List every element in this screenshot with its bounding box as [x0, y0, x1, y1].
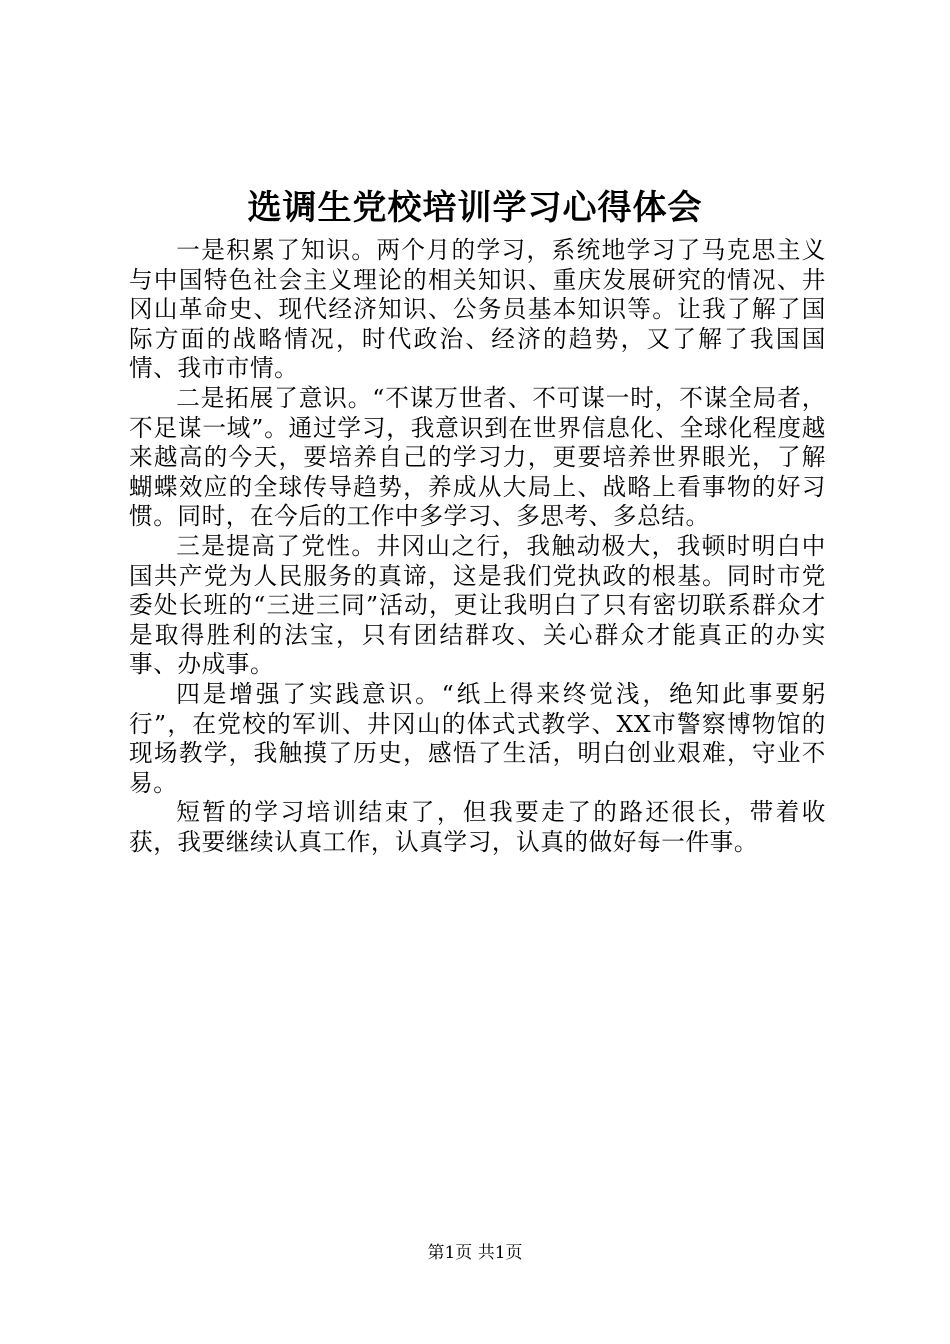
paragraph-party-spirit: 三是提高了党性。井冈山之行，我触动极大，我顿时明白中国共产党为人民服务的真谛，这是我们党执政的根基。同时市党委处长班的“三进三同”活动，更让我明白了只有密切联系群众才是取得胜利的法宝，只有团结群攻、关心群众才能真正的办实事、办成事。: [129, 531, 826, 679]
page-number-footer: 第1页 共1页: [427, 1243, 523, 1263]
paragraph-practice: 四是增强了实践意识。“纸上得来终觉浅，绝知此事要躬行”，在党校的军训、井冈山的体式式教学、XX市警察博物馆的现场教学，我触摸了历史，感悟了生活，明白创业艰难，守业不易。: [129, 679, 826, 797]
document-body: [129, 236, 826, 857]
paragraph-knowledge: 一是积累了知识。两个月的学习，系统地学习了马克思主义与中国特色社会主义理论的相关知识、重庆发展研究的情况、井冈山革命史、现代经济知识、公务员基本知识等。让我了解了国际方面的战略情况，时代政治、经济的趋势，又了解了我国国情、我市市情。: [129, 236, 826, 383]
paragraph-awareness: 二是拓展了意识。“不谋万世者、不可谋一时，不谋全局者，不足谋一域”。通过学习，我意识到在世界信息化、全球化程度越来越高的今天，要培养自己的学习力，更要培养世界眼光，了解蝴蝶效应的全球传导趋势，养成从大局上、战略上看事物的好习惯。同时，在今后的工作中多学习、多思考、多总结。: [129, 383, 826, 531]
paragraph-conclusion: 短暂的学习培训结束了，但我要走了的路还很长，带着收获，我要继续认真工作，认真学习，认真的做好每一件事。: [129, 798, 826, 856]
document-title: 选调生党校培训学习心得体会: [247, 188, 703, 228]
